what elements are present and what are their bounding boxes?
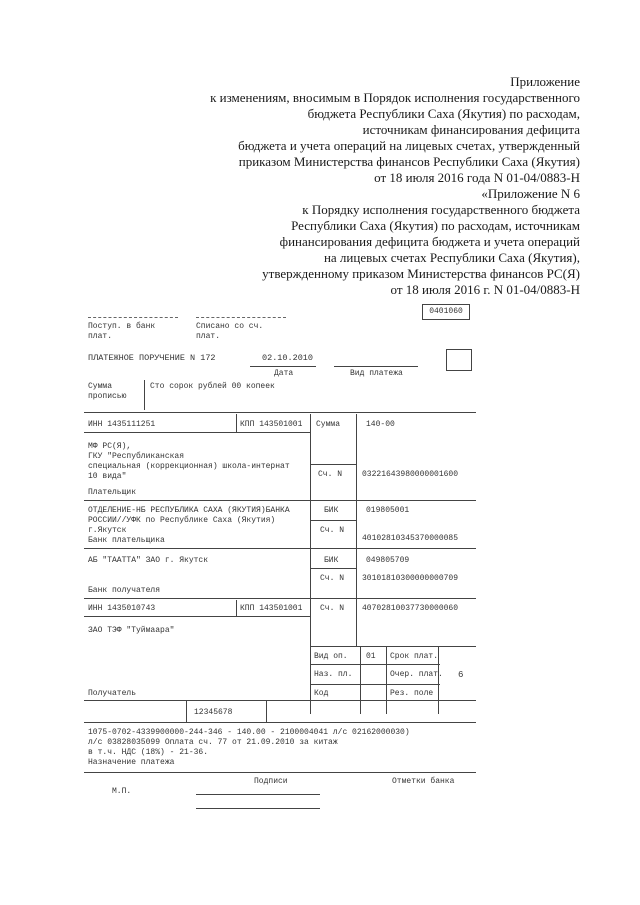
h-line (84, 412, 476, 413)
code-label: Код (314, 689, 329, 698)
appendix6-line: к Порядку исполнения государственного бюджета (302, 202, 580, 217)
h-line (310, 664, 440, 665)
purpose-line: 1075-0702-4339900000-244-346 - 140.00 - 2100004041 л/с 02162000030) (88, 728, 410, 737)
v-line (266, 700, 267, 722)
h-line (84, 598, 476, 599)
recipient-kpp: КПП 143501001 (240, 604, 303, 613)
sum-label: Сумма (316, 420, 341, 429)
v-line (386, 646, 387, 714)
payment-status-box (446, 349, 472, 371)
op-type-label: Вид оп. (314, 652, 348, 661)
payer-name: 10 вида" (88, 472, 127, 481)
h-line (84, 700, 476, 701)
amount-words-label-2: прописью (88, 392, 127, 401)
due-label: Срок плат. (390, 652, 439, 661)
amount-words-label: Сумма (88, 382, 113, 391)
h-line (310, 568, 356, 569)
payer-bik-label: БИК (324, 506, 339, 515)
h-line (84, 548, 476, 549)
amount-words: Сто сорок рублей 00 копеек (150, 382, 275, 391)
received-bank-label: Поступ. в банк (88, 322, 156, 331)
signatures-label: Подписи (254, 777, 288, 786)
purpose-code-label: Наз. пл. (314, 670, 353, 679)
form-title: ПЛАТЕЖНОЕ ПОРУЧЕНИЕ N 172 (88, 353, 216, 363)
appendix6-line: Республики Саха (Якутия) по расходам, источникам (291, 218, 580, 233)
debited-label: Списано со сч. (196, 322, 264, 331)
appendix-line: приказом Министерства финансов Республики Саха (Якутия) (238, 154, 580, 169)
payer-account: 03221643980000001600 (362, 470, 459, 479)
order: 6 (458, 670, 464, 680)
payer-bank-account-label: Сч. N (320, 526, 345, 535)
appendix6-line: «Приложение N 6 (481, 186, 580, 201)
op-type: 01 (366, 652, 376, 661)
recipient-bik: 049805709 (366, 556, 410, 565)
recipient-bank-account-label: Сч. N (320, 574, 345, 583)
h-line (310, 464, 356, 465)
payer-bank-name: РОССИИ//УФК по Республике Саха (Якутия) (88, 516, 276, 525)
date-underline (250, 366, 316, 367)
payer-bank-account: 40102810345370000085 (362, 534, 459, 543)
payer-bik: 019805001 (366, 506, 410, 515)
payer-name: МФ РС(Я), (88, 442, 132, 451)
appendix6-header (262, 186, 580, 298)
purpose-label: Назначение платежа (88, 758, 175, 767)
payer-name: ГКУ "Республиканская (88, 452, 185, 461)
h-line (310, 684, 440, 685)
appendix6-line: финансирования дефицита бюджета и учета операций (279, 234, 580, 249)
appendix6-line: от 18 июля 2016 г. N 01-04/0883-Н (390, 282, 580, 297)
h-line (310, 520, 356, 521)
recipient-bank-account: 30101810300000000709 (362, 574, 459, 583)
h-line (84, 432, 310, 433)
v-line (310, 414, 311, 714)
date-label: Дата (274, 369, 294, 378)
payment-type-underline (334, 366, 418, 367)
recipient-account: 40702810037730000060 (362, 604, 459, 613)
appendix-line: Приложение (510, 74, 580, 89)
h-line (310, 646, 476, 647)
payer-name: специальная (коррекционная) школа-интернат (88, 462, 290, 471)
recipient-bank-name: АБ "ТААТТА" ЗАО г. Якутск (88, 556, 209, 565)
recipient-label: Получатель (88, 689, 137, 698)
reserve-label: Рез. поле (390, 689, 434, 698)
v-line (236, 600, 237, 616)
v-line (186, 700, 187, 722)
recipient-name: ЗАО ТЭФ "Туймаара" (88, 626, 175, 635)
sum-value: 140-00 (366, 420, 395, 429)
appendix-line: к изменениям, вносимым в Порядок исполнения государственного (210, 90, 580, 105)
purpose-line: л/с 03828035099 Оплата сч. 77 от 21.09.2010 за китаж (88, 738, 338, 747)
form-code-box (422, 304, 470, 320)
payer-bank-name: ОТДЕЛЕНИЕ-НБ РЕСПУБЛИКА САХА (ЯКУТИЯ)БАНКА (88, 506, 290, 515)
debited-label-2: плат. (196, 332, 221, 341)
payer-bank-label: Банк плательщика (88, 536, 165, 545)
uin: 12345678 (194, 708, 233, 717)
order-label: Очер. плат. (390, 670, 443, 679)
h-line (84, 722, 476, 723)
h-line (84, 616, 310, 617)
received-bank-label-2: плат. (88, 332, 113, 341)
purpose-line: в т.ч. НДС (18%) - 21-36. (88, 748, 209, 757)
appendix-line: бюджета и учета операций на лицевых счетах, утвержденный (238, 138, 580, 153)
recipient-account-label: Сч. N (320, 604, 345, 613)
appendix6-line: утвержденному приказом Министерства финансов РС(Я) (262, 266, 580, 281)
h-line (84, 500, 476, 501)
payment-type-label: Вид платежа (350, 369, 403, 378)
received-line (88, 317, 178, 318)
recipient-inn: ИНН 1435010743 (88, 604, 156, 613)
v-line (438, 646, 439, 714)
v-line (360, 646, 361, 714)
recipient-bik-label: БИК (324, 556, 339, 565)
signature-line (196, 808, 320, 809)
appendix-line: от 18 июля 2016 года N 01-04/0883-Н (374, 170, 580, 185)
appendix-line: источникам финансирования дефицита (362, 122, 580, 137)
debited-line (196, 317, 286, 318)
appendix6-line: на лицевых счетах Республики Саха (Якутия), (323, 250, 580, 265)
v-line (236, 414, 237, 432)
payer-label: Плательщик (88, 488, 137, 497)
appendix-line: бюджета Республики Саха (Якутия) по расходам, (307, 106, 580, 121)
payer-kpp: КПП 143501001 (240, 420, 303, 429)
recipient-bank-label: Банк получателя (88, 586, 161, 595)
appendix-header (210, 74, 580, 186)
form-code: 0401060 (429, 307, 463, 316)
v-line (356, 414, 357, 646)
payer-account-label: Сч. N (318, 470, 343, 479)
payer-inn: ИНН 1435111251 (88, 420, 156, 429)
form-date: 02.10.2010 (262, 353, 314, 363)
amount-words-divider (144, 380, 145, 410)
stamp-label: М.П. (112, 787, 132, 796)
payer-bank-name: г.Якутск (88, 526, 127, 535)
h-line (84, 772, 476, 773)
bank-marks-label: Отметки банка (392, 777, 455, 786)
signature-line (196, 794, 320, 795)
